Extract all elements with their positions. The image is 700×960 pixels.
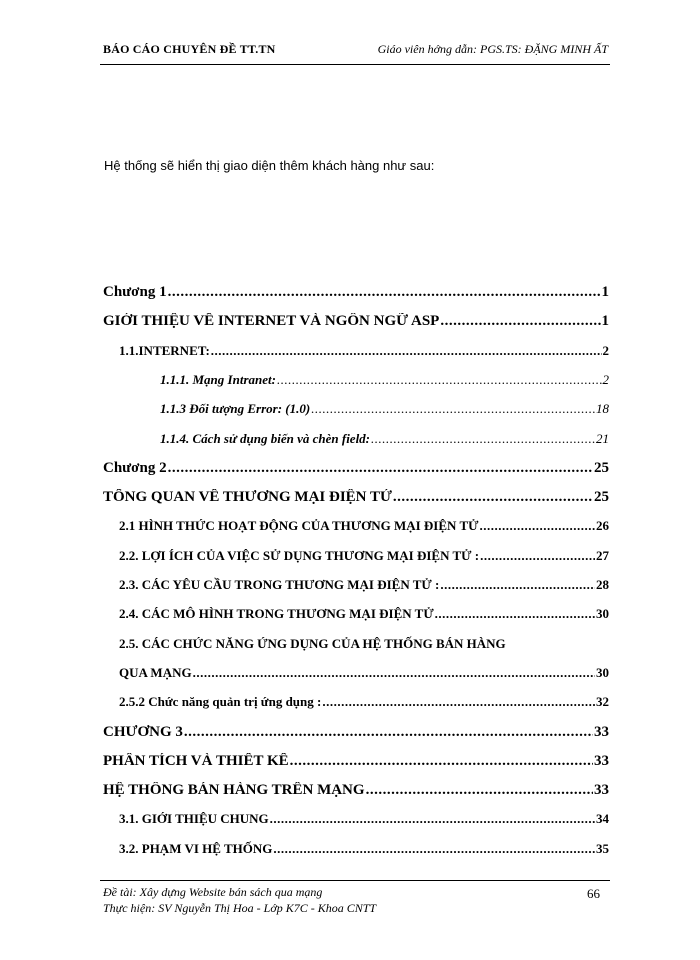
toc-entry-title: 1.1.4. Cách sử dụng biến và chèn field: bbox=[160, 431, 371, 446]
toc-leader-dots bbox=[184, 724, 593, 741]
toc-leader-dots bbox=[322, 694, 595, 710]
toc-entry-page: 2 bbox=[602, 343, 609, 358]
toc-entry-title: 1.1.3 Đối tượng Error: (1.0) bbox=[160, 401, 311, 416]
toc-entry[interactable] bbox=[103, 782, 609, 799]
toc-entry-title: QUA MẠNG bbox=[119, 665, 192, 680]
toc-leader-dots bbox=[273, 841, 595, 857]
toc-entry[interactable] bbox=[119, 518, 609, 534]
toc-entry-title: 2.4. CÁC MÔ HÌNH TRONG THƯƠNG MẠI ĐIỆN TỬ bbox=[119, 606, 434, 621]
footer-author: Thực hiện: SV Nguyễn Thị Hoa - Lớp K7C - Khoa CNTT bbox=[103, 901, 377, 915]
toc-entry-page: 35 bbox=[596, 841, 609, 856]
toc-entry-title: TỔNG QUAN VỀ THƯƠNG MẠI ĐIỆN TỬ bbox=[103, 489, 392, 505]
toc-entry[interactable] bbox=[119, 343, 609, 359]
toc-leader-dots bbox=[311, 401, 595, 417]
toc-entry-page: 25 bbox=[594, 460, 609, 476]
toc-leader-dots bbox=[440, 577, 595, 593]
toc-entry[interactable] bbox=[103, 284, 609, 301]
toc-entry-title: 3.2. PHẠM VI HỆ THỐNG bbox=[119, 841, 273, 856]
toc-entry-page: 21 bbox=[596, 431, 609, 446]
toc-entry-title: 2.1 HÌNH THỨC HOẠT ĐỘNG CỦA THƯƠNG MẠI ĐIỆN TỬ bbox=[119, 518, 479, 533]
toc-leader-dots bbox=[366, 782, 593, 799]
toc-leader-dots bbox=[440, 313, 600, 330]
advisor-name: Giáo viên hớng dẫn: PGS.TS: ĐẶNG MINH ẤT bbox=[377, 42, 608, 56]
toc-entry-page: 1 bbox=[601, 284, 609, 300]
toc-entry[interactable] bbox=[119, 811, 609, 827]
toc-entry[interactable] bbox=[103, 753, 609, 770]
toc-entry-title: Chương 1 bbox=[103, 284, 167, 300]
toc-entry-page: 33 bbox=[594, 753, 609, 769]
toc-leader-dots bbox=[277, 372, 602, 388]
toc-entry-title: 2.5.2 Chức năng quản trị ứng dụng : bbox=[119, 694, 322, 709]
toc-entry[interactable] bbox=[103, 313, 609, 330]
toc-entry-page: 26 bbox=[596, 518, 609, 533]
toc-leader-dots bbox=[393, 489, 593, 506]
toc-entry-title: 1.1.1. Mạng Intranet: bbox=[160, 372, 276, 387]
toc-entry[interactable] bbox=[103, 460, 609, 477]
toc-entry-title: 1.1.INTERNET: bbox=[119, 343, 210, 358]
toc-entry[interactable] bbox=[160, 372, 609, 388]
header-divider bbox=[100, 64, 610, 65]
toc-entry[interactable] bbox=[119, 694, 609, 710]
page-header bbox=[103, 42, 608, 57]
toc-leader-dots bbox=[479, 518, 595, 534]
toc-entry-page: 1 bbox=[601, 313, 609, 329]
page-number: 66 bbox=[587, 886, 600, 901]
toc-entry-page: 32 bbox=[596, 694, 609, 709]
toc-leader-dots bbox=[435, 606, 595, 622]
toc-entry-title: GIỚI THIỆU VỀ INTERNET VÀ NGÔN NGỮ ASP bbox=[103, 313, 440, 329]
toc-entry[interactable] bbox=[103, 489, 609, 506]
toc-entry-title: PHÂN TÍCH VÀ THIẾT KẾ bbox=[103, 753, 289, 769]
toc-entry-title: CHƯƠNG 3 bbox=[103, 724, 183, 740]
toc-entry-title: 3.1. GIỚI THIỆU CHUNG bbox=[119, 811, 269, 826]
toc-entry-title: Chương 2 bbox=[103, 460, 167, 476]
toc-entry-page: 30 bbox=[596, 606, 609, 621]
toc-leader-dots bbox=[290, 753, 593, 770]
footer-divider bbox=[100, 880, 610, 881]
toc-entry-page: 33 bbox=[594, 724, 609, 740]
toc-entry-title: 2.3. CÁC YÊU CẦU TRONG THƯƠNG MẠI ĐIỆN TỬ : bbox=[119, 577, 440, 592]
page-footer bbox=[103, 884, 600, 916]
toc-leader-dots bbox=[193, 665, 595, 681]
footer-topic: Đề tài: Xây dựng Website bán sách qua mạng bbox=[103, 885, 323, 899]
toc-entry[interactable] bbox=[119, 606, 609, 622]
toc-leader-dots bbox=[168, 284, 601, 301]
toc-entry-page: 18 bbox=[596, 401, 609, 416]
toc-leader-dots bbox=[168, 460, 593, 477]
toc-entry[interactable] bbox=[119, 548, 609, 564]
toc-entry[interactable] bbox=[119, 636, 609, 652]
toc-entry-page: 27 bbox=[596, 548, 609, 563]
report-title: BÁO CÁO CHUYÊN ĐỀ TT.TN bbox=[103, 42, 276, 56]
toc-leader-dots bbox=[371, 431, 595, 447]
toc-leader-dots bbox=[480, 548, 595, 564]
toc-entry-title: 2.5. CÁC CHỨC NĂNG ỨNG DỤNG CỦA HỆ THỐNG BÁN HÀNG bbox=[119, 636, 506, 651]
toc-leader-dots bbox=[211, 343, 602, 359]
toc-entry-title: HỆ THỐNG BÁN HÀNG TRÊN MẠNG bbox=[103, 782, 365, 798]
toc-entry-page: 2 bbox=[602, 372, 609, 387]
toc-entry-page: 25 bbox=[594, 489, 609, 505]
toc-entry-page: 33 bbox=[594, 782, 609, 798]
toc-entry[interactable] bbox=[103, 724, 609, 741]
toc-leader-dots bbox=[270, 811, 595, 827]
toc-entry-page: 28 bbox=[596, 577, 609, 592]
toc-entry-page: 30 bbox=[596, 665, 609, 680]
toc-entry-page: 34 bbox=[596, 811, 609, 826]
toc-entry[interactable] bbox=[119, 577, 609, 593]
toc-entry[interactable] bbox=[119, 665, 609, 681]
toc-entry[interactable] bbox=[160, 431, 609, 447]
toc-entry[interactable] bbox=[160, 401, 609, 417]
toc-entry-title: 2.2. LỢI ÍCH CỦA VIỆC SỬ DỤNG THƯƠNG MẠI ĐIỆN TỬ : bbox=[119, 548, 480, 563]
toc-entry[interactable] bbox=[119, 841, 609, 857]
intro-text: Hệ thống sẽ hiển thị giao diện thêm khách hàng như sau: bbox=[104, 158, 435, 173]
